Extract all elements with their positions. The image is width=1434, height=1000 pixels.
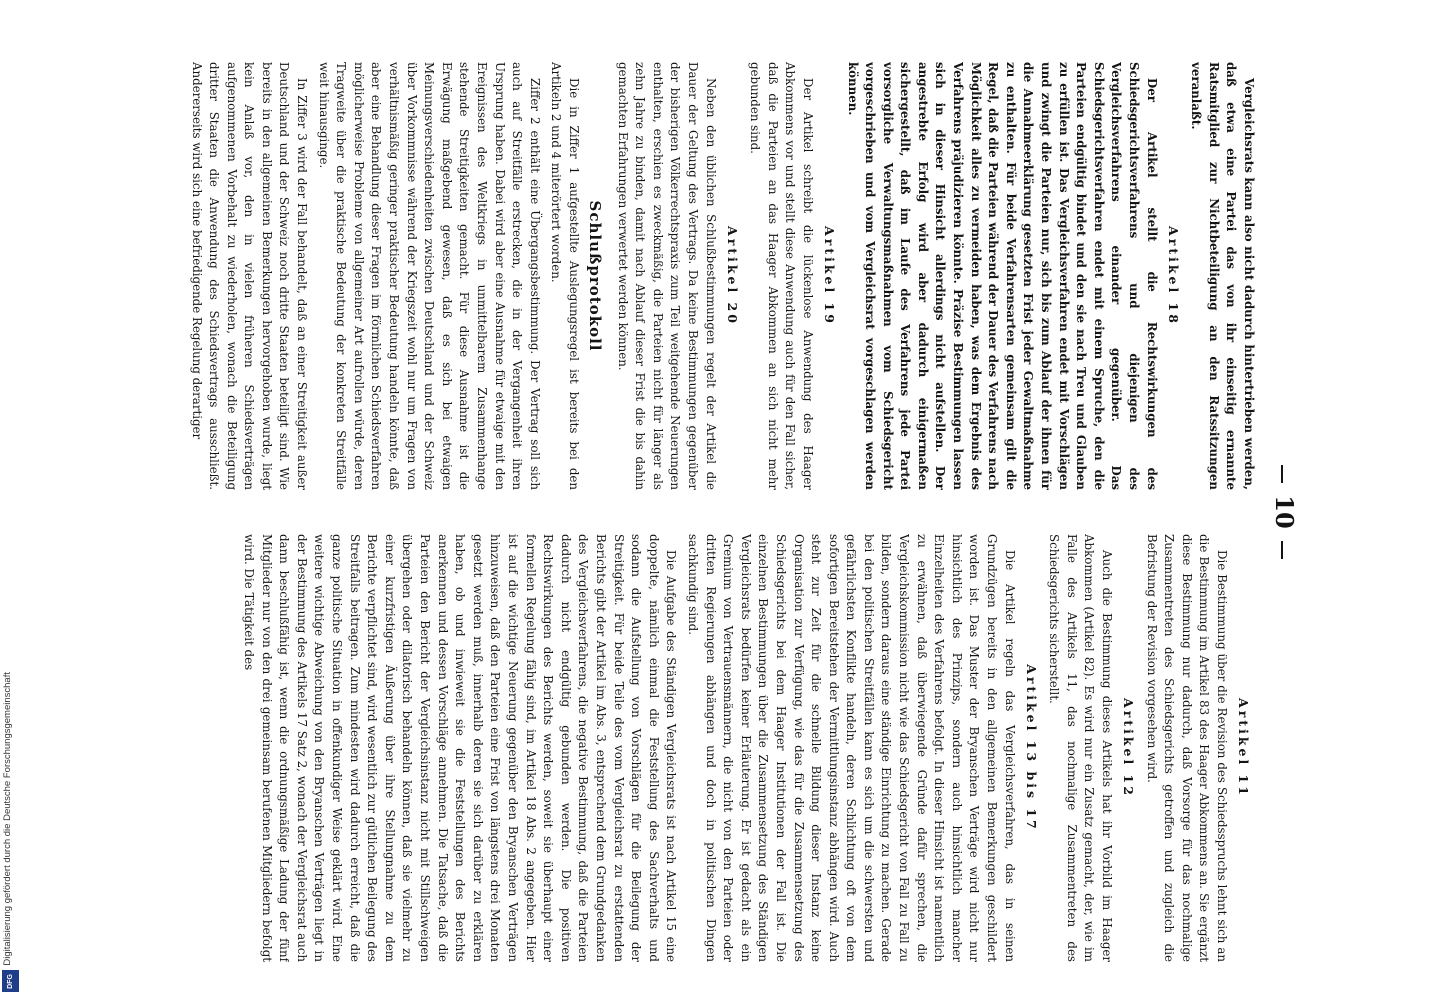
paragraph: Der Artikel stellt die Rechtswirkungen des Schiedsgerichtsverfahrens und diejenigen des Vergleichsverfahrens einander gegenüber. Das Schiedsgerichtsverfahren endet mit einem Spruche, den die Parteien endgültig bindet und den sie nach Treu und Glauben zu erfüllen ist. Das Vergleichsverfahren endet mit Vorschlägen und zwingt die Parteien nur, sich bis zum Ablauf der ihnen für die Annahmeerklärung gesetzten Frist jeder Gewaltmaßnahme zu enthalten. Für beide Verfahrensarten gemeinsam gilt die Regel, daß die Parteien während der Dauer des Verfahrens nach Möglichkeit alles zu vermeiden haben, was dem Ergebnis des Verfahrens präjudizieren könnte. Präzise Bestimmungen lassen sich in dieser Hinsicht allerdings nicht aufstellen. Der angestrebte Erfolg wird aber dadurch einigermaßen sichergestellt, daß im Laufe des Verfahrens jede Partei vorsorgliche Verwaltungsmaßnahmen vom Schiedsgericht vorgeschrieben und vom Vergleichsrat vorgeschlagen werden können.	[845, 62, 1159, 490]
paragraph: Die Bestimmung über die Revision des Schiedsspruchs lehnt sich an die Bestimmung im Artikel 83 des Haager Abkommens an. Sie ergänzt diese Bestimmung nur dadurch, daß Vorsorge für das nochmalige Zusammentreten des Schiedsgerichts getroffen und zugleich die Befristung der Revision vorgesehen wird.	[1144, 534, 1229, 962]
section-heading: Artikel 18	[1165, 226, 1181, 326]
section-heading: Artikel 11	[1236, 698, 1251, 798]
paragraph: Die Artikel regeln das Vergleichsverfahren, das in seinen Grundzügen bereits in den allgemeinen Bemerkungen geschildert worden ist. Das Muster der Bryanschen Verträge wird nicht nur hinsichtlich des Prinzips, sondern auch hinsichtlich mancher Einzelheiten des Verfahrens befolgt. In dieser Hinsicht ist namentlich zu erwähnen, daß überwiegende Gründe dafür sprechen, die Vergleichskommission nicht wie das Schiedsgericht von Fall zu Fall zu bilden, sondern daraus eine ständige Einrichtung zu machen. Gerade bei den politischen Streitfällen kann es sich um die schwersten und gefährlichsten Konflikte handeln, deren Schlichtung oft von dem sofortigen Bereitstehen der Vermittlungsinstanz abhängen wird. Auch steht zur Zeit für die schnelle Bildung dieser Instanz keine Organisation zur Verfügung, wie das für die Zusammensetzung des Schiedsgerichts bei dem Haager Institutionen der Fall ist. Die einzelnen Bestimmungen über die Zusammensetzung des Ständigen Vergleichsrats bedürfen keiner Erläuterung. Er ist gedacht als ein Gremium von Vertrauensmännern, die nicht von den Parteien oder dritten Regierungen abhängen und doch in politischen Dingen sachkundig sind.	[685, 534, 1017, 962]
paragraph: Ziffer 2 enthält eine Übergangsbestimmung. Der Vertrag soll sich auch auf Streitfälle erstrecken, die in der Vergangenheit ihren Ursprung haben. Dabei wird aber eine Ausnahme für etwaige mit den Ereignissen des Weltkriegs in unmittelbarem Zusammenhange stehende Streitigkeiten gemacht. Für diese Ausnahme ist die Erwägung maßgebend gewesen, daß es sich bei etwaigen Meinungsverschiedenheiten zwischen Deutschland und der Schweiz über Vorkommnisse während der Kriegszeit wohl nur um Fragen von verhältnismäßig geringer praktischer Bedeutung handeln könnte, daß aber eine Behandlung dieser Fragen im förmlichen Schiedsverfahren möglicherweise Probleme von allgemeiner Art aufrollen würde, deren Tragweite über die praktische Bedeutung der konkreten Streitfälle weit hinausginge.	[316, 62, 542, 490]
paragraph: Vergleichsrats kann also nicht dadurch hintertrieben werden, daß etwa eine Partei das von ihr einseitig ernannte Ratsmitglied zur Nichtbeteiligung an den Ratssitzungen veranlaßt.	[1189, 62, 1256, 490]
section-heading: Schlußprotokoll	[586, 200, 604, 352]
page-number	[1267, 62, 1301, 962]
right-text-column	[127, 534, 1257, 962]
dfg-logo: DFG	[2, 970, 19, 992]
credit-text: Digitalisierung gefördert durch die Deutsche Forschungsgemeinschaft	[2, 672, 13, 966]
section-heading: Artikel 12	[1121, 698, 1137, 798]
section-heading: Artikel 19	[821, 226, 837, 326]
left-text-column	[127, 62, 1257, 490]
digitization-credit	[0, 0, 22, 1000]
paragraph: Der Artikel schreibt die lückenlose Anwendung des Haager Abkommens vor und stellt diese Anwendung auch für den Fall sicher, daß die Parteien an das Haager Abkommen an sich nicht mehr gebunden sind.	[748, 62, 815, 490]
paragraph: In Ziffer 3 wird der Fall behandelt, daß an einer Streitigkeit außer Deutschland und der Schweiz noch dritte Staaten beteiligt sind. Wie bereits in den allgemeinen Bemerkungen hervorgehoben wurde, liegt kein Anlaß vor, den in vielen früheren Schiedsverträgen aufgenommenen Vorbehalt zu wiederholen, wonach die Beteiligung dritter Staaten die Anwendung des Schiedsvertrags ausschließt. Andererseits wird sich eine befriedigende Regelung derartiger	[189, 62, 310, 490]
rotated-page-content	[121, 62, 1301, 962]
paragraph: Auch die Bestimmung dieses Artikels hat ihr Vorbild im Haager Abkommen (Artikel 82). Es wird nur ein Zusatz gemacht, der, wie im Falle des Artikels 11, das nochmalige Zusammentreten des Schiedsgerichts sicherstellt.	[1047, 534, 1115, 962]
paragraph: Neben den üblichen Schlußbestimmungen regelt der Artikel die Dauer der Geltung des Vertrags. Da keine Bestimmungen gegenüber der bisherigen Völkerrechtspraxis zum Teil weitgehende Neuerungen enthalten, erschien es zweckmäßig, die Parteien nicht für länger als zehn Jahre zu binden, damit nach Ablauf dieser Frist die bis dahin gemachten Erfahrungen verwertet werden können.	[615, 62, 718, 490]
paragraph: Die in Ziffer 1 aufgestellte Auslegungsregel ist bereits bei den Artikeln 2 und 4 miterörtert worden.	[549, 62, 581, 490]
section-heading: Artikel 13 bis 17	[1023, 664, 1039, 832]
paragraph: Die Aufgabe des Ständigen Vergleichsrats ist nach Artikel 15 eine doppelte, nämlich einmal die Feststellung des Sachverhalts und sodann die Aufstellung von Vorschlägen für die Beilegung der Streitigkeit. Für beide Teile des vom Vergleichsrat zu erstattenden Berichts gibt der Artikel im Abs. 3, entsprechend dem Grundgedanken des Vergleichsverfahrens, die negative Bestimmung, daß die Parteien dadurch nicht endgültig gebunden werden. Die positiven Rechtswirkungen des Berichts werden, soweit sie überhaupt einer formellen Regelung fähig sind, im Artikel 18 Abs. 2 angegeben. Hier ist auf die wichtige Neuerung gegenüber den Bryanschen Verträgen hinzuweisen, daß den Parteien eine Frist von längstens drei Monaten gesetzt werden muß, innerhalb deren sie sich darüber zu erklären haben, ob und inwieweit sie die Feststellungen des Berichts anerkennen und dessen Vorschläge annehmen. Die Tatsache, daß die Parteien den Bericht der Vergleichsinstanz nicht mit Stillschweigen übergehen oder dilatorisch behandeln können, daß sie vielmehr zu einer kurzfristigen Äußerung über ihre Stellungnahme zu dem Berichte verpflichtet sind, wird wesentlich zur gütlichen Beilegung des Streitfalls beitragen. Zum mindesten wird dadurch erreicht, daß die ganze politische Situation in offenkundiger Weise geklärt wird. Eine weitere wichtige Abweichung von den Bryanschen Verträgen liegt in der Bestimmung des Artikels 17 Satz 2, wonach der Vergleichsrat auch dann beschlußfähig ist, wenn die ordnungsmäßige Ladung der fünf Mitglieder nur von den drei gemeinsam berufenen Mitgliedern befolgt wird. Die Tätigkeit des	[242, 534, 679, 962]
section-heading: Artikel 20	[724, 226, 740, 326]
page-number-text: 10	[1270, 495, 1299, 529]
dash-right	[1282, 541, 1284, 559]
dash-left	[1282, 465, 1284, 483]
